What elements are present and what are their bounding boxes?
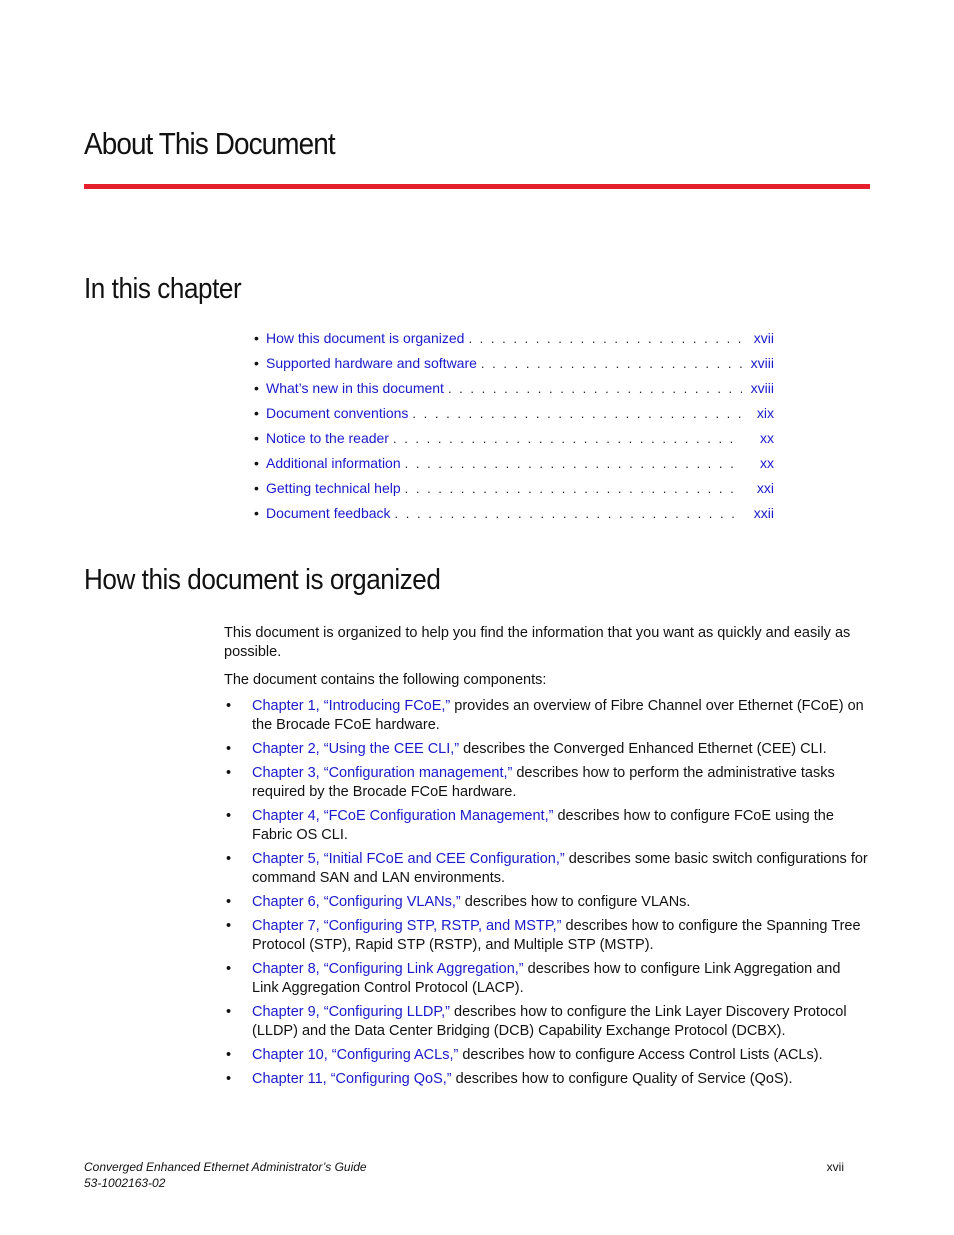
bullet-icon: •: [254, 430, 259, 446]
bullet-icon: •: [254, 455, 259, 471]
list-item: • Chapter 3, “Configuration management,” describes how to perform the administrative tasks required by the Brocade FCoE hardware.: [226, 765, 835, 800]
bullet-icon: •: [226, 851, 232, 867]
list-item: • Chapter 7, “Configuring STP, RSTP, and MSTP,” describes how to configure the Spanning Tree Protocol (STP), Rapid STP (RSTP), and Multiple STP (MSTP).: [226, 918, 861, 953]
chapter-link[interactable]: Chapter 6, “Configuring VLANs,”: [252, 894, 461, 910]
toc-item[interactable]: [254, 330, 774, 355]
chapter-link[interactable]: Chapter 5, “Initial FCoE and CEE Configuration,”: [252, 851, 565, 867]
toc-link[interactable]: Supported hardware and software: [266, 355, 477, 371]
chapter-link[interactable]: Chapter 2, “Using the CEE CLI,”: [252, 741, 460, 757]
bullet-icon: •: [254, 505, 259, 521]
footer-page-number: xvii: [826, 1160, 844, 1174]
toc-link[interactable]: How this document is organized: [266, 330, 465, 346]
bullet-icon: •: [226, 1071, 232, 1087]
page-footer: [84, 1159, 844, 1191]
bullet-icon: •: [226, 698, 232, 714]
list-item: • Chapter 5, “Initial FCoE and CEE Configuration,” describes some basic switch configurations for command SAN and LAN environments.: [226, 851, 868, 886]
toc-item[interactable]: [254, 380, 774, 405]
bullet-icon: •: [254, 480, 259, 496]
toc-item[interactable]: [254, 480, 774, 505]
bullet-icon: •: [254, 380, 259, 396]
toc-link[interactable]: What’s new in this document: [266, 380, 444, 396]
section-heading-organized: How this document is organized: [84, 564, 441, 596]
toc-page[interactable]: xix: [756, 405, 774, 421]
bullet-icon: •: [226, 918, 232, 934]
chapter-link[interactable]: Chapter 3, “Configuration management,”: [252, 765, 513, 781]
bullet-icon: •: [254, 355, 259, 371]
toc-page[interactable]: xvii: [753, 330, 774, 346]
list-item: • Chapter 11, “Configuring QoS,” describes how to configure Quality of Service (QoS).: [226, 1071, 793, 1087]
chapter-link[interactable]: Chapter 4, “FCoE Configuration Management,”: [252, 808, 554, 824]
chapter-link[interactable]: Chapter 9, “Configuring LLDP,”: [252, 1004, 451, 1020]
toc-item[interactable]: [254, 505, 774, 530]
section-heading-in-this-chapter: In this chapter: [84, 273, 242, 305]
toc-link[interactable]: Getting technical help: [266, 480, 401, 496]
chapter-link[interactable]: Chapter 7, “Configuring STP, RSTP, and MSTP,”: [252, 918, 562, 934]
list-item: • Chapter 10, “Configuring ACLs,” describes how to configure Access Control Lists (ACLs).: [226, 1047, 823, 1063]
page-title: About This Document: [84, 126, 335, 161]
bullet-icon: •: [226, 961, 232, 977]
bullet-icon: •: [226, 741, 232, 757]
list-item: • Chapter 4, “FCoE Configuration Management,” describes how to configure FCoE using the Fabric OS CLI.: [226, 808, 834, 843]
toc-page[interactable]: xx: [760, 430, 774, 446]
bullet-icon: •: [226, 765, 232, 781]
toc-link[interactable]: Document feedback: [266, 505, 391, 521]
chapter-link[interactable]: Chapter 8, “Configuring Link Aggregation,”: [252, 961, 524, 977]
toc-link[interactable]: Additional information: [266, 455, 401, 471]
list-item: • Chapter 8, “Configuring Link Aggregation,” describes how to configure Link Aggregation and Link Aggregation Control Protocol (LACP).: [226, 961, 841, 996]
list-item: • Chapter 2, “Using the CEE CLI,” describes the Converged Enhanced Ethernet (CEE) CLI.: [226, 741, 827, 757]
bullet-icon: •: [226, 1004, 232, 1020]
chapter-list: [224, 697, 870, 1094]
toc-page[interactable]: xxii: [753, 505, 774, 521]
toc-page[interactable]: xviii: [750, 355, 774, 371]
bullet-icon: •: [226, 808, 232, 824]
footer-doc-number: 53-1002163-02: [84, 1176, 166, 1190]
toc-page[interactable]: xx: [760, 455, 774, 471]
bullet-icon: •: [254, 330, 259, 346]
organized-intro: This document is organized to help you find the information that you want as quickly and easily as possible.: [224, 625, 851, 660]
list-item: • Chapter 1, “Introducing FCoE,” provides an overview of Fibre Channel over Ethernet (FCoE) on the Brocade FCoE hardware.: [226, 698, 864, 733]
toc-item[interactable]: [254, 455, 774, 480]
components-intro: The document contains the following components:: [224, 672, 547, 688]
list-item: • Chapter 9, “Configuring LLDP,” describes how to configure the Link Layer Discovery Protocol (LLDP) and the Data Center Bridging (DCB) Capability Exchange Protocol (DCBX).: [226, 1004, 847, 1039]
toc-item[interactable]: [254, 405, 774, 430]
toc-link[interactable]: Notice to the reader: [266, 430, 389, 446]
toc-item[interactable]: [254, 355, 774, 380]
footer-guide-title: Converged Enhanced Ethernet Administrator’s Guide: [84, 1160, 367, 1174]
chapter-link[interactable]: Chapter 1, “Introducing FCoE,”: [252, 698, 451, 714]
list-item: • Chapter 6, “Configuring VLANs,” describes how to configure VLANs.: [226, 894, 691, 910]
toc-page[interactable]: xviii: [750, 380, 774, 396]
toc-item[interactable]: [254, 430, 774, 455]
toc-page[interactable]: xxi: [756, 480, 774, 496]
title-rule: [84, 184, 870, 189]
chapter-toc: [254, 330, 774, 530]
chapter-link[interactable]: Chapter 10, “Configuring ACLs,”: [252, 1047, 459, 1063]
bullet-icon: •: [226, 1047, 232, 1063]
bullet-icon: •: [254, 405, 259, 421]
bullet-icon: •: [226, 894, 232, 910]
chapter-link[interactable]: Chapter 11, “Configuring QoS,”: [252, 1071, 452, 1087]
toc-link[interactable]: Document conventions: [266, 405, 409, 421]
